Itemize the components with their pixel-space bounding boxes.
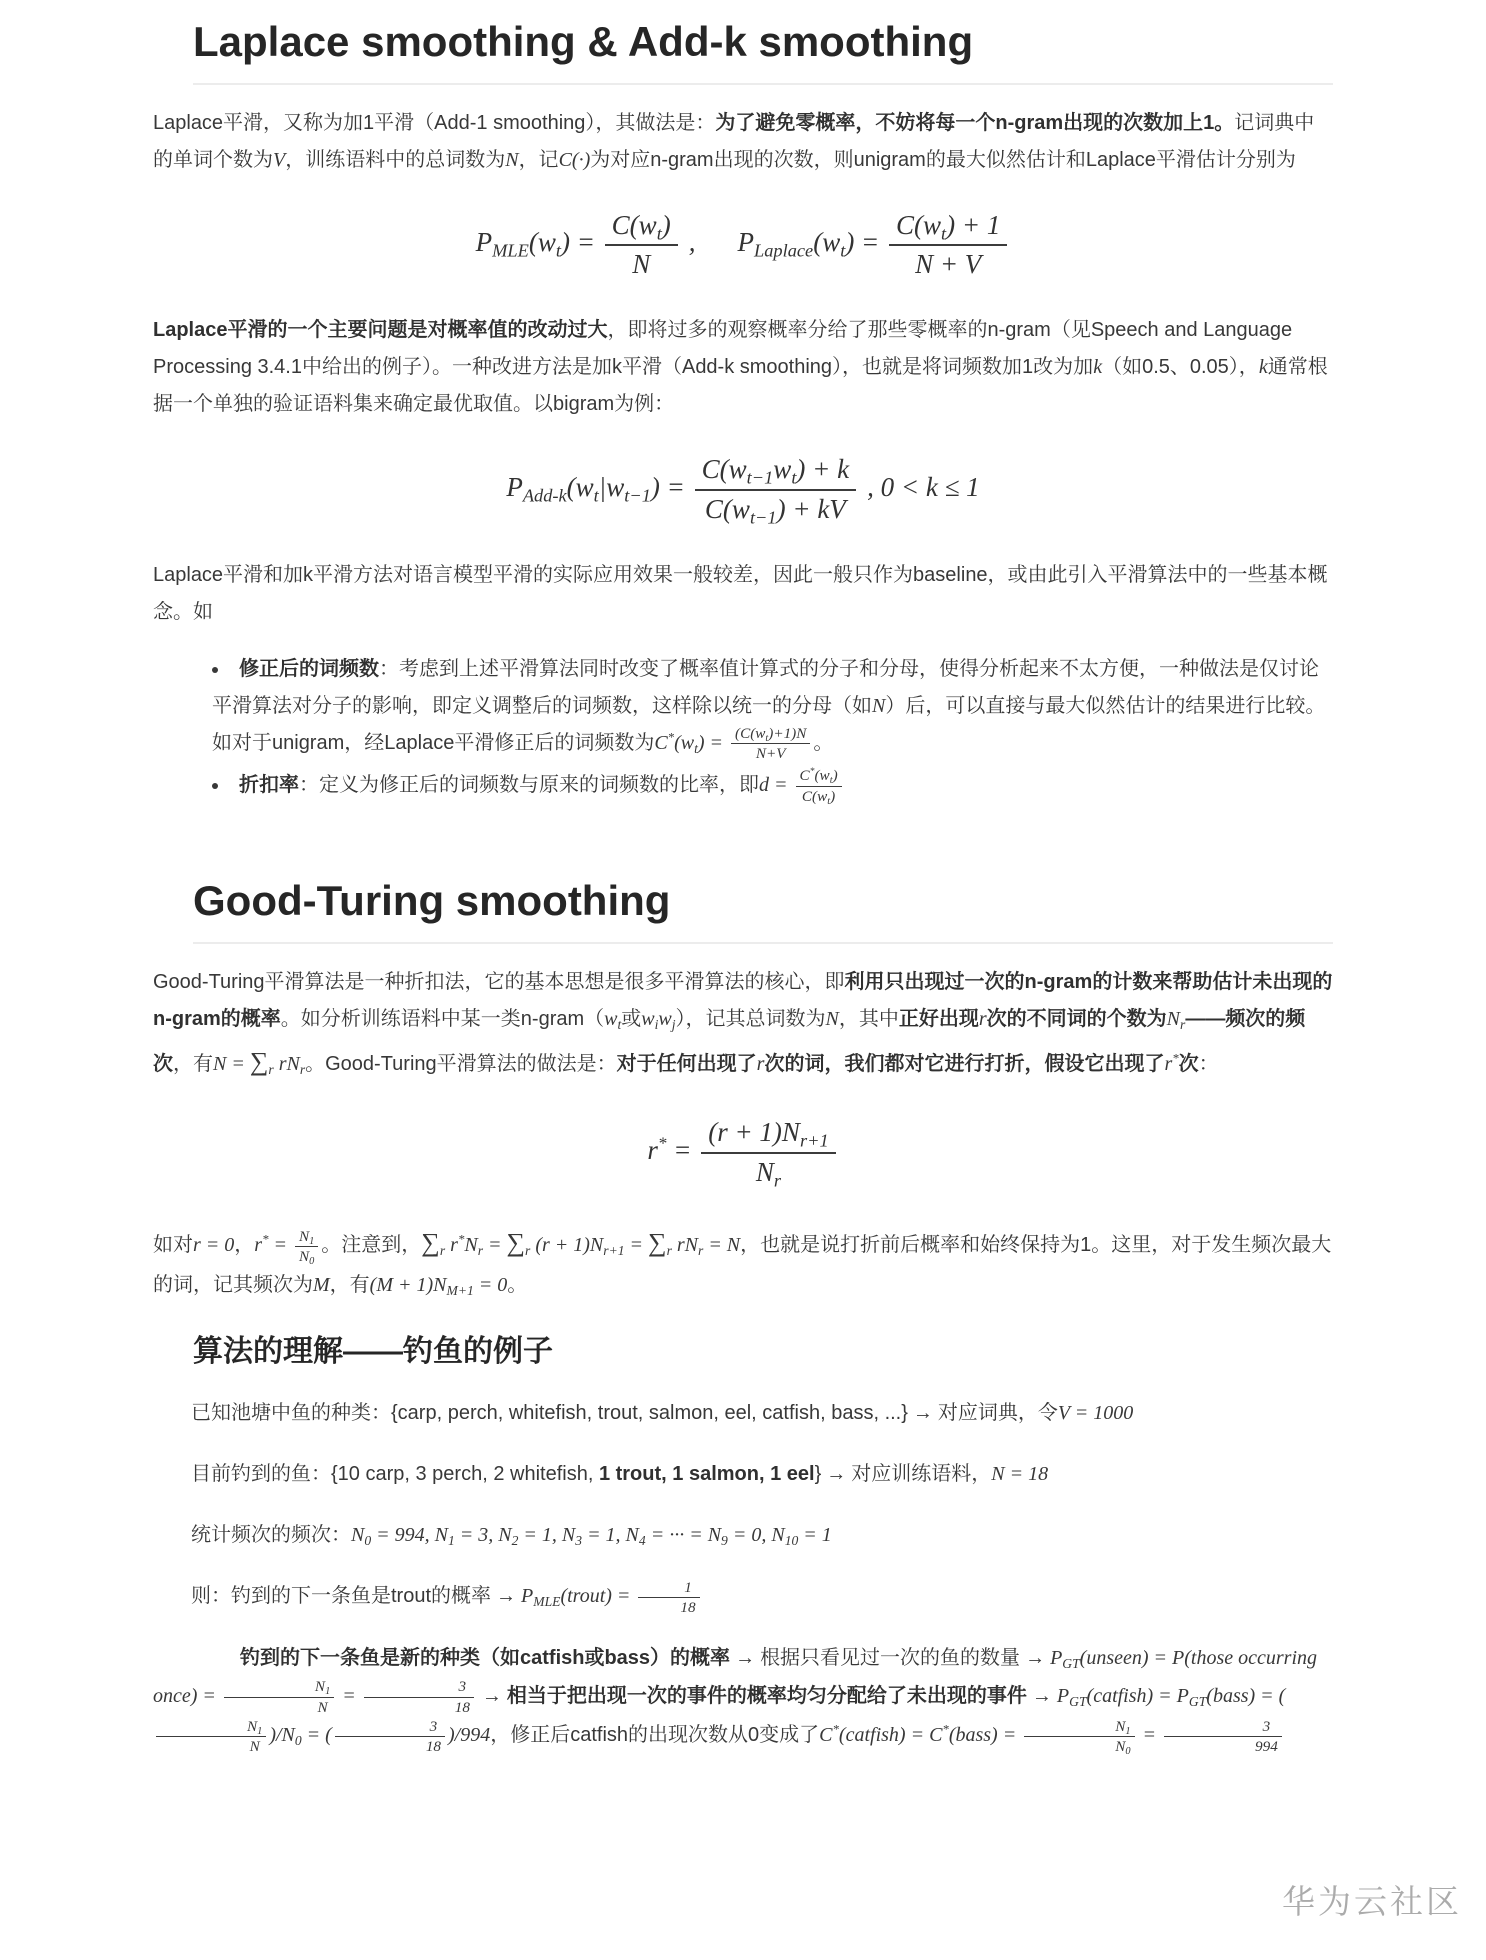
list-item-discount-rate: • 折扣率：定义为修正后的词频数与原来的词频数的比率，即d = $\frac{C^*(w_t)}{C(w_t)}$ [212,767,1333,805]
paragraph-r-zero: 如对r = 0，r* = $\frac{N_1}{N_0}$ 。注意到，$\sum_r$ $r^*N_r = \sum_r$ $(r + 1)N_{r+1} = \sum_r$ $rN_r = N$，也就是说打折前后概率和始终保持为1。这里，对于发生频次最大的词，记其频次为M，有$(M + 1)N_{M+1} = 0$。 [153,1227,1332,1299]
section1-title: Laplace smoothing & Add-k smoothing [193,16,1333,85]
paragraph-fish-caught: 目前钓到的鱼：{10 carp, 3 perch, 2 whitefish, 1 trout, 1 salmon, 1 eel} → 对应训练语料，N = 18 [191,1463,1049,1486]
paragraph-baseline: Laplace平滑和加k平滑方法对语言模型平滑的实际应用效果一般较差，因此一般只作为baseline，或由此引入平滑算法中的一些基本概念。如 [153,563,1328,623]
huawei-cloud-watermark: 华为云社区 [1282,1883,1462,1920]
paragraph-new-species-probability: 钓到的下一条鱼是新的种类（如catfish或bass）的概率 → 根据只看见过一次的鱼的数量 → $P_{GT}(unseen)$ = P(those occurring once) = $\frac{N_1}{N}$ = $\frac{3}{18}$ → 相当于把出现一次的事件的概率均匀分配给了未出现的事件 → $P_{GT}(catfish)$ = $P_{GT}(bass)$ = ( $\frac{N_1}{N}$ )$/N_0$ = ( $\frac{3}{18}$ )/994，修正后catfish的出现次数从0变成了C*(catfish) = C*(bass) = $\frac{N_1}{N_0}$ = $\frac{3}{994}$ [153,1646,1317,1758]
list-item-adjusted-count: • 修正后的词频数：考虑到上述平滑算法同时改变了概率值计算式的分子和分母，使得分析起来不太方便，一种做法是仅讨论平滑算法对分子的影响，即定义调整后的词频数，这样除以统一的分母（如N）后，可以直接与最大似然估计的结果进行比较。如对于unigram，经Laplace平滑修正后的词频数为$C^*(w_t)$ = $\frac{(C(w_t)+1)N}{N+V}$ 。 [212,651,1333,763]
paragraph-fish-vocabulary: 已知池塘中鱼的种类：{carp, perch, whitefish, trout, salmon, eel, catfish, bass, ...} → 对应词典，令V = 1000 [191,1402,1134,1425]
subsection-title-fishing: 算法的理解——钓鱼的例子 [193,1335,553,1369]
paragraph-trout-probability: 则：钓到的下一条鱼是trout的概率 → $P_{MLE}(trout)$ = $\frac{1}{18}$ [153,1578,1333,1616]
section2-title: Good-Turing smoothing [193,875,1333,944]
paragraph-frequency-of-frequency: 统计频次的频次：$N_0 = 994$, $N_1 = 3$, $N_2 = 1$, $N_3 = 1$, $N_4$ = ··· = $N_9 = 0$, $N_{10} = 1$ [191,1524,832,1549]
article [153,0,1333,1756]
paragraph-good-turing-intro: Good-Turing平滑算法是一种折扣法，它的基本思想是很多平滑算法的核心，即利用只出现过一次的n-gram的计数来帮助估计未出现的n-gram的概率。如分析训练语料中某一类$n-gram(w_t$或$w_iw_j$），记其总词数为N，其中正好出现r次的不同词的个数为$N_r——$频次的频次，有$N = \sum_r$ $rN_r$。Good-Turing平滑算法的做法是：对于任何出现了r次的词，我们都对它进行打折，假设它出现了r*次： [153,970,1333,1077]
formula-mle-laplace: $P_{MLE}(w_t)$ = $\frac{C(w_t)}{N}$ , $P_{Laplace}(w_t)$ = $\frac{C(w_t) + 1}{N + V}$ [153,209,1333,283]
formula-add-k: $P_{Add-k}(w_t|w_{t-1})$ = $\frac{C(w_{t-1}w_t) + k}{C(w_{t-1}) + kV}$ , 0 < k ≤ 1 [506,454,980,528]
paragraph-laplace-problem: Laplace平滑的一个主要问题是对概率值的改动过大，即将过多的观察概率分给了那些零概率的n-gram（见Speech and Language Processing 3.4.1中给出的例子）。一种改进方法是加k平滑（Add-k smoothing），也就是将词频数加1改为加k（如0.5、0.05），k通常根据一个单独的验证语料集来确定最优取值。以bigram为例： [153,319,1328,415]
concept-list [153,651,1333,806]
formula-r-star: r* = $\frac{(r + 1)N_{r+1}}{N_r}$ [153,1116,1333,1190]
paragraph-laplace-intro: Laplace平滑，又称为加1平滑（Add-1 smoothing），其做法是：为了避免零概率，不妨将每一个n-gram出现的次数加上1。记词典中的单词个数为V，训练语料中的总词数为N，记C(·)为对应n-gram出现的次数，则unigram的最大似然估计和Laplace平滑估计分别为 [153,111,1315,171]
